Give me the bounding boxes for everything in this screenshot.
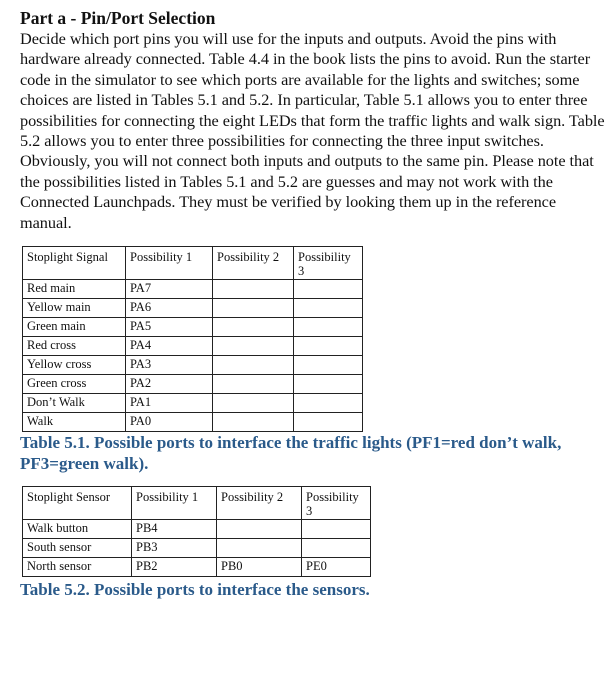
table-cell bbox=[213, 375, 294, 394]
table-cell: PA0 bbox=[126, 413, 213, 432]
table-cell bbox=[213, 356, 294, 375]
instructions-paragraph: Decide which port pins you will use for the inputs and outputs. Avoid the pins with hardware already connected. Table 4.4 in the book lists the pins to avoid. Run the starter code in the simulator to see which ports are available for the lights and switches; some choices are listed in Tables 5.1 and 5.2. In particular, Table 5.1 allows you to enter three possibilities for connecting the eight LEDs that form the traffic lights and walk sign. Table 5.2 allows you to enter three possibilities for connecting the three input switches. Obviously, you will not connect both inputs and outputs to the same pin. Please note that the possibilities listed in Tables 5.1 and 5.2 are guesses and may not work with the Connected Launchpads. They must be verified by looking them up in the reference manual. bbox=[20, 29, 605, 232]
table-cell: Green main bbox=[23, 318, 126, 337]
table-cell: PA2 bbox=[126, 375, 213, 394]
document-page bbox=[20, 8, 610, 600]
table-cell bbox=[302, 520, 371, 539]
column-header: Stoplight Sensor bbox=[23, 487, 132, 520]
table-cell: Yellow cross bbox=[23, 356, 126, 375]
table-cell: PA7 bbox=[126, 280, 213, 299]
column-header: Possibility 3 bbox=[302, 487, 371, 520]
table-row bbox=[23, 356, 363, 375]
table-cell bbox=[213, 299, 294, 318]
table-row bbox=[23, 520, 371, 539]
table-cell bbox=[213, 394, 294, 413]
table-cell: PA3 bbox=[126, 356, 213, 375]
table-cell bbox=[302, 539, 371, 558]
table-cell: North sensor bbox=[23, 558, 132, 577]
table-cell: PA5 bbox=[126, 318, 213, 337]
column-header: Stoplight Signal bbox=[23, 247, 126, 280]
table-cell bbox=[294, 318, 363, 337]
table-row bbox=[23, 375, 363, 394]
table-cell bbox=[294, 299, 363, 318]
traffic-lights-table bbox=[22, 246, 363, 432]
table-cell bbox=[213, 413, 294, 432]
table-cell bbox=[294, 375, 363, 394]
column-header: Possibility 2 bbox=[213, 247, 294, 280]
table-cell: Don’t Walk bbox=[23, 394, 126, 413]
table-row bbox=[23, 413, 363, 432]
table-cell bbox=[213, 318, 294, 337]
table-caption: Table 5.1. Possible ports to interface the traffic lights (PF1=red don’t walk, PF3=green walk). bbox=[20, 433, 562, 474]
table-cell bbox=[217, 520, 302, 539]
table-header-row bbox=[23, 487, 371, 520]
column-header: Possibility 1 bbox=[132, 487, 217, 520]
table-cell: PB4 bbox=[132, 520, 217, 539]
sensors-table bbox=[22, 486, 371, 577]
table-cell bbox=[294, 413, 363, 432]
table-cell bbox=[213, 337, 294, 356]
table-cell: PE0 bbox=[302, 558, 371, 577]
table-row bbox=[23, 394, 363, 413]
table-row bbox=[23, 337, 363, 356]
table-cell: PA4 bbox=[126, 337, 213, 356]
table-cell bbox=[294, 337, 363, 356]
table-row bbox=[23, 539, 371, 558]
table-cell: South sensor bbox=[23, 539, 132, 558]
table-cell bbox=[294, 280, 363, 299]
table-caption: Table 5.2. Possible ports to interface the sensors. bbox=[20, 580, 370, 600]
table-cell bbox=[213, 280, 294, 299]
table-cell bbox=[217, 539, 302, 558]
table-row bbox=[23, 558, 371, 577]
table-row bbox=[23, 299, 363, 318]
table-cell: PB0 bbox=[217, 558, 302, 577]
table-cell: PB2 bbox=[132, 558, 217, 577]
table-row bbox=[23, 318, 363, 337]
column-header: Possibility 3 bbox=[294, 247, 363, 280]
table-row bbox=[23, 280, 363, 299]
column-header: Possibility 2 bbox=[217, 487, 302, 520]
table-cell: Red cross bbox=[23, 337, 126, 356]
table-cell: PB3 bbox=[132, 539, 217, 558]
table-cell: Red main bbox=[23, 280, 126, 299]
table-header-row bbox=[23, 247, 363, 280]
table-cell bbox=[294, 394, 363, 413]
table-cell: Walk button bbox=[23, 520, 132, 539]
table-cell: Yellow main bbox=[23, 299, 126, 318]
table-cell bbox=[294, 356, 363, 375]
table-cell: PA1 bbox=[126, 394, 213, 413]
table-cell: Green cross bbox=[23, 375, 126, 394]
section-heading: Part a - Pin/Port Selection bbox=[20, 8, 216, 28]
table-cell: Walk bbox=[23, 413, 126, 432]
table-cell: PA6 bbox=[126, 299, 213, 318]
column-header: Possibility 1 bbox=[126, 247, 213, 280]
